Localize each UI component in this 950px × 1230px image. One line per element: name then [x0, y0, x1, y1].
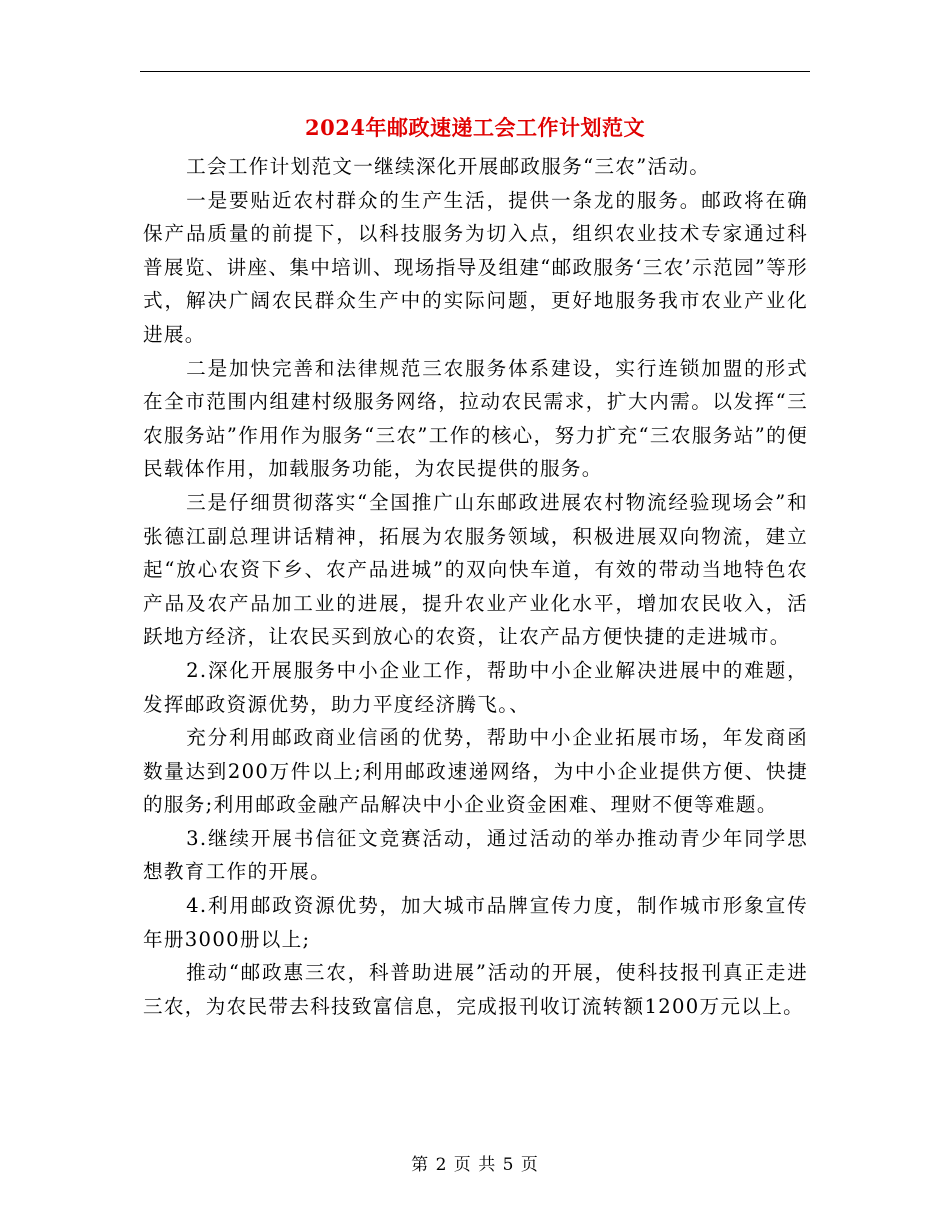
page-number-footer: 第 2 页 共 5 页 — [411, 1155, 539, 1175]
paragraph: 4.利用邮政资源优势，加大城市品牌宣传力度，制作城市形象宣传年册3000册以上; — [143, 894, 808, 951]
document-title: 2024年邮政速递工会工作计划范文 — [305, 115, 645, 140]
paragraph: 2.深化开展服务中小企业工作，帮助中小企业解决进展中的难题，发挥邮政资源优势，助力平度经济腾飞。、 — [143, 658, 808, 716]
paragraph: 一是要贴近农村群众的生产生活，提供一条龙的服务。邮政将在确保产品质量的前提下，以科技服务为切入点，组织农业技术专家通过科普展览、讲座、集中培训、现场指导及组建“邮政服务‘三农’示范园”等形式，解决广阔农民群众生产中的实际问题，更好地服务我市农业产业化进展。 — [143, 188, 808, 346]
paragraph: 推动“邮政惠三农，科普助进展”活动的开展，使科技报刊真正走进三农，为农民带去科技致富信息，完成报刊收订流转额1200万元以上。 — [143, 961, 808, 1018]
paragraph: 三是仔细贯彻落实“全国推广山东邮政进展农村物流经验现场会”和张德江副总理讲话精神，拓展为农服务领域，积极进展双向物流，建立起“放心农资下乡、农产品进城”的双向快车道，有效的带动当地特色农产品及农产品加工业的进展，提升农业产业化水平，增加农民收入，活跃地方经济，让农民买到放心的农资，让农产品方便快捷的走进城市。 — [143, 490, 808, 649]
paragraph: 工会工作计划范文一继续深化开展邮政服务“三农”活动。 — [186, 155, 711, 178]
paragraph: 二是加快完善和法律规范三农服务体系建设，实行连锁加盟的形式在全市范围内组建村级服务网络，拉动农民需求，扩大内需。以发挥“三农服务站”作用作为服务“三农”工作的核心，努力扩充“三农服务站”的便民载体作用，加载服务功能，为农民提供的服务。 — [143, 356, 808, 481]
document-body — [143, 150, 808, 1023]
paragraph: 充分利用邮政商业信函的优势，帮助中小企业拓展市场，年发商函数量达到200万件以上;利用邮政速递网络，为中小企业提供方便、快捷的服务;利用邮政金融产品解决中小企业资金困难、理财不便等难题。 — [143, 726, 808, 817]
paragraph: 3.继续开展书信征文竞赛活动，通过活动的举办推动青少年同学思想教育工作的开展。 — [143, 826, 808, 884]
header-rule — [140, 71, 810, 72]
